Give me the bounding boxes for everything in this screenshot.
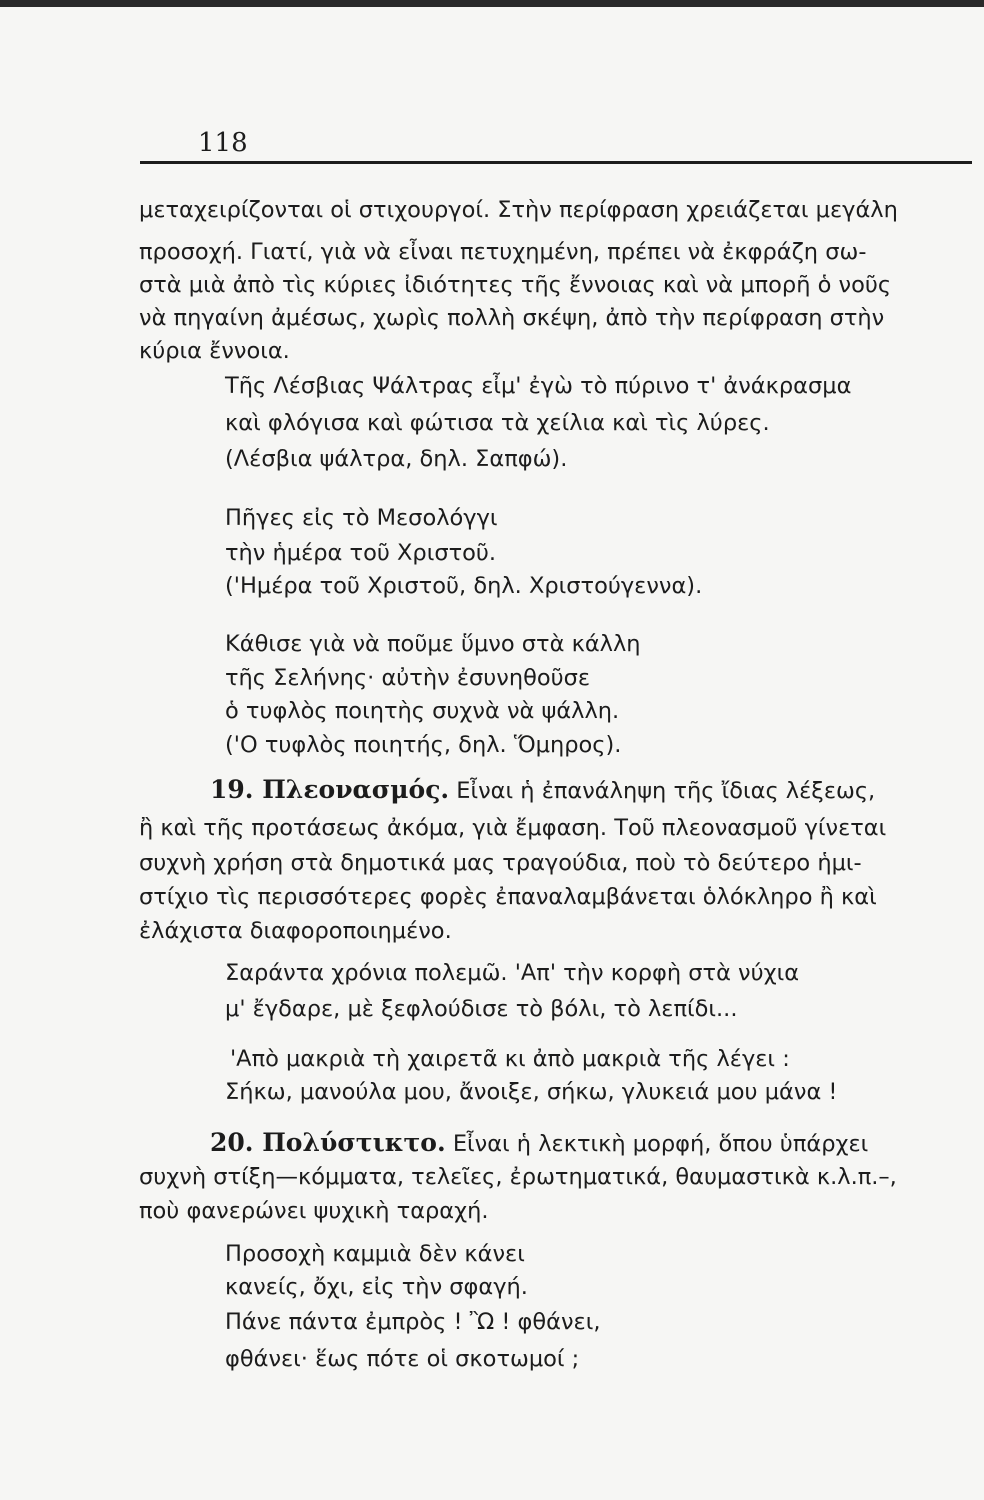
verse-line: Τῆς Λέσβιας Ψάλτρας εἶμ' ἐγὼ τὸ πύρινο τ' ἀνάκρασμα [225,373,852,399]
verse-line: 'Απὸ μακριὰ τὴ χαιρετᾶ κι ἀπὸ μακριὰ τῆς λέγει : [230,1046,790,1072]
section-text: Εἶναι ἡ ἐπανάληψη τῆς ἴδιας λέξεως, [456,778,876,804]
verse-line: τῆς Σελήνης· αὐτὴν ἐσυνηθοῦσε [225,665,591,691]
verse-line: Σήκω, μανούλα μου, ἄνοιξε, σήκω, γλυκειά μου μάνα ! [225,1079,838,1105]
section-20-first-line [210,1128,868,1157]
section-heading: 20. Πολύστικτο. [210,1128,446,1157]
verse-line: ('Ο τυφλὸς ποιητής, δηλ. Ὅμηρος). [225,732,622,758]
verse-line: Πῆγες εἰς τὸ Μεσολόγγι [225,505,498,531]
verse-line: (Λέσβια ψάλτρα, δηλ. Σαπφώ). [225,446,568,472]
paragraph-line: νὰ πηγαίνη ἀμέσως, χωρὶς πολλὴ σκέψη, ἀπὸ τὴν περίφραση στὴν [139,305,885,331]
verse-line: κανείς, ὄχι, εἰς τὴν σφαγή. [225,1274,528,1300]
paragraph-line: στὰ μιὰ ἀπὸ τὶς κύριες ἰδιότητες τῆς ἔννοιας καὶ νὰ μπορῆ ὁ νοῦς [139,272,892,298]
verse-line: καὶ φλόγισα καὶ φώτισα τὰ χείλια καὶ τὶς λύρες. [225,410,770,436]
page-top-edge [0,0,984,7]
paragraph-line: ποὺ φανερώνει ψυχικὴ ταραχή. [139,1198,489,1224]
paragraph-line: ἐλάχιστα διαφοροποιημένο. [139,918,452,944]
paragraph-line: συχνὴ στίξη—κόμματα, τελεῖες, ἐρωτηματικά, θαυμαστικὰ κ.λ.π.–, [139,1164,897,1190]
header-rule [140,161,972,164]
section-text: Εἶναι ἡ λεκτικὴ μορφή, ὅπου ὑπάρχει [452,1131,869,1157]
paragraph-line: μεταχειρίζονται οἱ στιχουργοί. Στὴν περίφραση χρειάζεται μεγάλη [139,197,898,223]
paragraph-line: στίχιο τὶς περισσότερες φορὲς ἐπαναλαμβάνεται ὁλόκληρο ἢ καὶ [139,884,877,910]
verse-line: μ' ἔγδαρε, μὲ ξεφλούδισε τὸ βόλι, τὸ λεπίδι... [225,996,738,1022]
section-19-first-line [210,775,875,804]
page-number: 118 [198,128,248,158]
verse-line: ('Ημέρα τοῦ Χριστοῦ, δηλ. Χριστούγεννα). [225,573,703,599]
paragraph-line: κύρια ἔννοια. [139,338,290,364]
verse-line: τὴν ἡμέρα τοῦ Χριστοῦ. [225,540,497,566]
verse-line: Σαράντα χρόνια πολεμῶ. 'Απ' τὴν κορφὴ στὰ νύχια [225,960,800,986]
paragraph-line: προσοχή. Γιατί, γιὰ νὰ εἶναι πετυχημένη, πρέπει νὰ ἐκφράζη σω- [139,239,867,265]
verse-line: φθάνει· ἕως πότε οἱ σκοτωμοί ; [225,1346,580,1372]
verse-line: ὁ τυφλὸς ποιητὴς συχνὰ νὰ ψάλλη. [225,698,620,724]
verse-line: Προσοχὴ καμμιὰ δὲν κάνει [225,1241,525,1267]
paragraph-line: ἢ καὶ τῆς προτάσεως ἀκόμα, γιὰ ἔμφαση. Τοῦ πλεονασμοῦ γίνεται [139,815,887,841]
verse-line: Κάθισε γιὰ νὰ ποῦμε ὕμνο στὰ κάλλη [225,631,641,657]
verse-line: Πάνε πάντα ἐμπρὸς ! Ὢ ! φθάνει, [225,1309,601,1335]
section-heading: 19. Πλεονασμός. [210,775,450,804]
paragraph-line: συχνὴ χρήση στὰ δημοτικά μας τραγούδια, ποὺ τὸ δεύτερο ἡμι- [139,850,862,876]
